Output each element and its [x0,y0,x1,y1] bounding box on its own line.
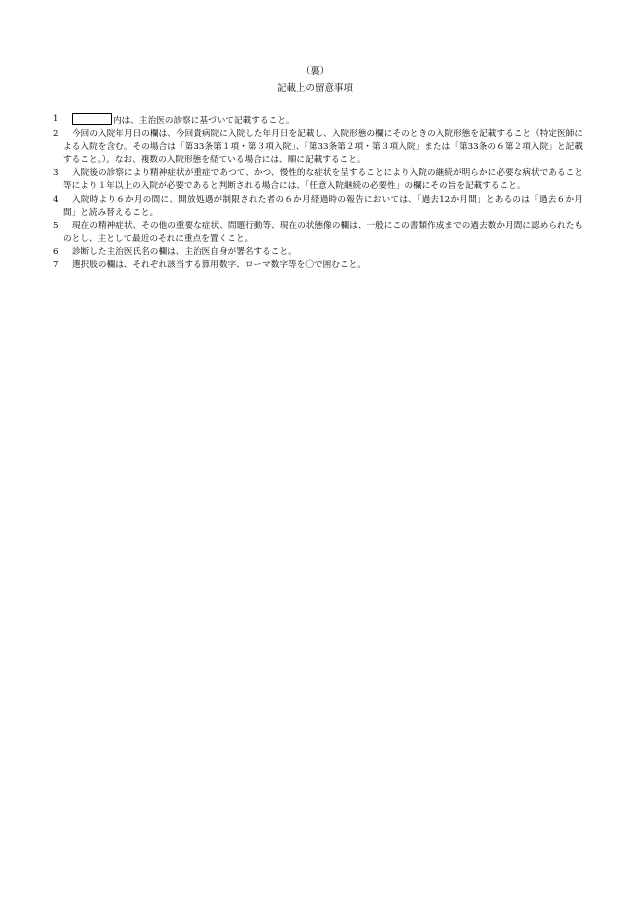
note-text: 入院後の診察により精神症状が重症であつて、かつ、慢性的な症状を呈することにより入院の継続が明らかに必要な病状であること等により１年以上の入院が必要であると判断される場合には、「任意入院継続の必要性」の欄にその旨を記載すること。 [63,168,583,192]
note-number: 6 [53,246,59,257]
note-text-content: 内は、主治医の診察に基づいて記載すること。 [113,116,295,126]
note-text: 選択肢の欄は、それぞれ該当する算用数字、ローマ数字等を〇で囲むこと。 [72,260,366,271]
note-number: 1 [53,114,59,124]
framed-field-box [72,113,112,125]
note-text: 現在の精神症状、その他の重要な症状、問題行動等、現在の状態像の欄は、一般にこの書類作成までの過去数か月間に認められたものとし、主として最近のそれに重点を置くこと。 [63,220,583,244]
note-number: 2 [53,129,59,140]
note-item-5 [53,220,583,246]
note-item-7 [53,259,583,272]
page-title: 記載上の留意事項 [276,83,353,94]
page-side-label: （裏） [300,66,330,77]
note-item-6 [53,246,583,259]
notes-list [53,113,583,272]
note-text [63,113,583,128]
note-item-4 [53,194,583,220]
note-number: 3 [53,168,59,179]
note-item-2 [53,128,583,167]
note-item-1 [53,113,583,128]
note-item-3 [53,167,583,193]
note-text: 入院時より６か月の間に、開放処遇が制限された者の６か月経過時の報告においては、「過去12か月間」とあるのは「過去６か月間」と読み替えること。 [63,194,583,218]
note-text: 今回の入院年月日の欄は、今回貴病院に入院した年月日を記載し、入院形態の欄にそのときの入院形態を記載すること（特定医師による入院を含む。その場合は「第33条第１項・第３項入院」、「第33条第２項・第３項入院」または「第33条の６第２項入院」と記載すること。）。なお、複数の入院形態を経ている場合には、順に記載すること。 [63,129,583,166]
note-number: 5 [53,220,59,231]
note-number: 7 [53,260,59,271]
note-number: 4 [53,194,59,205]
note-text: 診断した主治医氏名の欄は、主治医自身が署名すること。 [72,246,297,257]
